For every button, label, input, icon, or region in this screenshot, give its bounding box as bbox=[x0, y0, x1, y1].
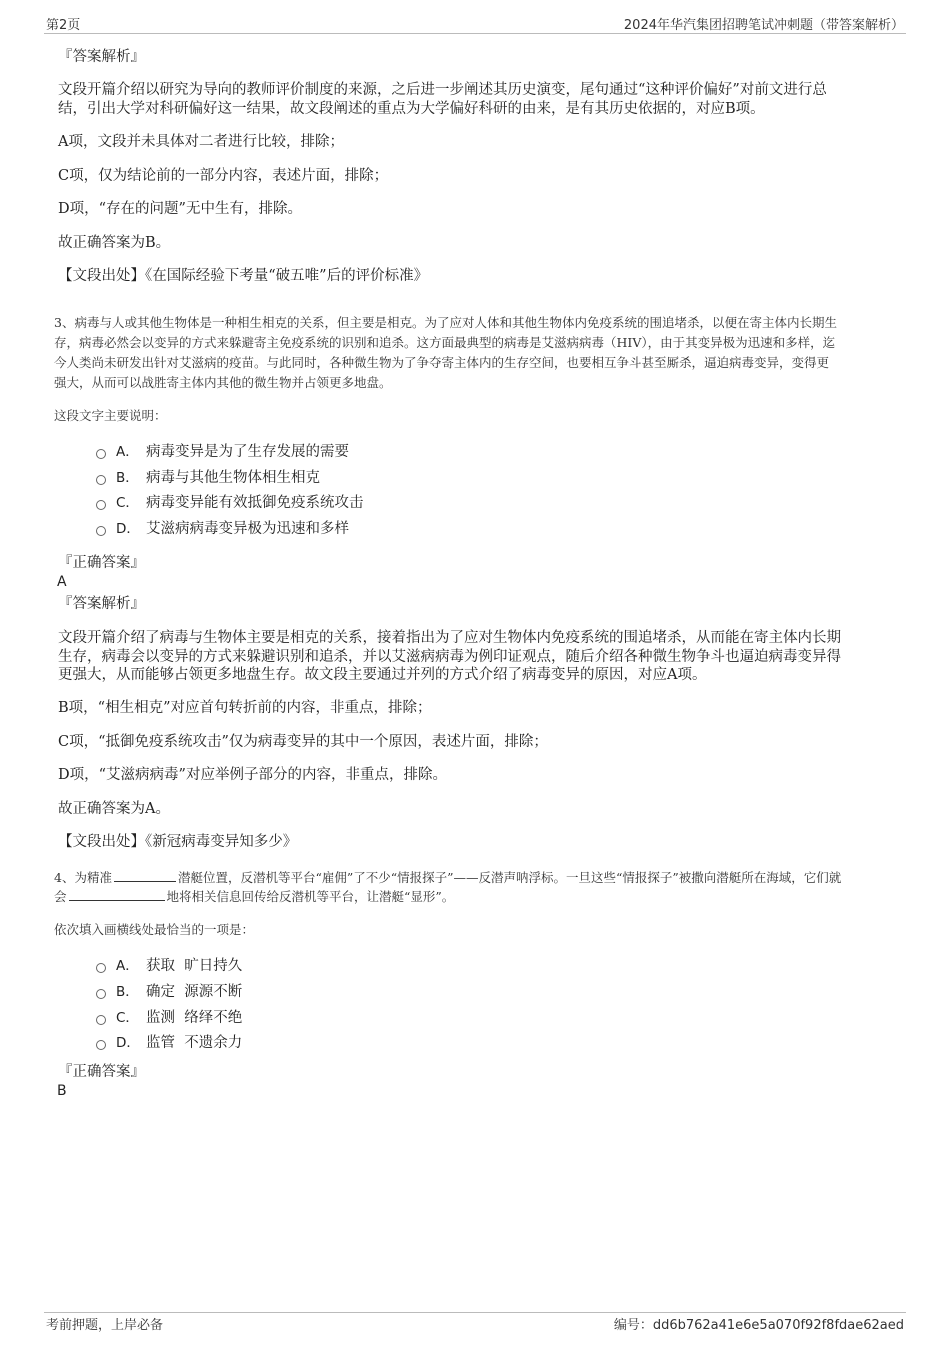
q3-option-c[interactable] bbox=[96, 493, 364, 513]
option-text: 监管 不遗余力 bbox=[146, 1035, 243, 1051]
q2-analysis-label: 『答案解析』 bbox=[58, 49, 145, 65]
q3-option-b[interactable] bbox=[96, 468, 320, 488]
q2-option-c-note: C项，仅为结论前的一部分内容，表述片面，排除； bbox=[58, 168, 389, 184]
radio-icon[interactable] bbox=[96, 963, 106, 973]
option-letter: C． bbox=[116, 495, 139, 511]
q4-stem-line-2 bbox=[54, 887, 454, 907]
footer-slogan: 考前押题，上岸必备 bbox=[46, 1318, 164, 1333]
q4-option-b[interactable] bbox=[96, 982, 242, 1002]
q2-conclusion: 故正确答案为B。 bbox=[58, 235, 171, 251]
q4-stem-prefix: 4、为精准 bbox=[54, 870, 112, 885]
fill-blank-2 bbox=[69, 888, 165, 901]
header-divider bbox=[44, 33, 906, 34]
q4-option-c[interactable] bbox=[96, 1008, 242, 1028]
radio-icon[interactable] bbox=[96, 526, 106, 536]
q3-source: 【文段出处】《新冠病毒变异知多少》 bbox=[58, 834, 298, 850]
page-number: 第2页 bbox=[46, 18, 81, 33]
radio-icon[interactable] bbox=[96, 1040, 106, 1050]
q3-prompt: 这段文字主要说明： bbox=[54, 408, 167, 423]
q4-stem-rest-2: 地将相关信息回传给反潜机等平台，让潜艇“显形”。 bbox=[166, 889, 455, 904]
q4-prompt: 依次填入画横线处最恰当的一项是： bbox=[54, 922, 255, 937]
option-letter: B． bbox=[116, 470, 139, 486]
document-title: 2024年华汽集团招聘笔试冲刺题（带答案解析） bbox=[623, 18, 904, 33]
q2-option-a-note: A项，文段并未具体对二者进行比较，排除； bbox=[58, 134, 344, 150]
option-letter: C． bbox=[116, 1010, 139, 1026]
q3-conclusion: 故正确答案为A。 bbox=[58, 801, 170, 817]
footer-divider bbox=[44, 1312, 906, 1313]
q4-answer: B bbox=[57, 1083, 67, 1099]
option-text: 病毒变异能有效抵御免疫系统攻击 bbox=[146, 495, 364, 511]
q4-stem-rest-1: 潜艇位置，反潜机等平台“雇佣”了不少“情报探子”——反潜声呐浮标。一旦这些“情报探子”被撒向潜艇所在海域，它们就 bbox=[177, 870, 842, 885]
q2-analysis-line-1: 文段开篇介绍以研究为导向的教师评价制度的来源，之后进一步阐述其历史演变，尾句通过“这种评价偏好”对前文进行总 bbox=[58, 82, 827, 98]
radio-icon[interactable] bbox=[96, 475, 106, 485]
q4-option-a[interactable] bbox=[96, 956, 242, 976]
q4-answer-label: 『正确答案』 bbox=[58, 1064, 145, 1080]
radio-icon[interactable] bbox=[96, 989, 106, 999]
option-text: 病毒与其他生物体相生相克 bbox=[146, 470, 320, 486]
option-text: 确定 源源不断 bbox=[146, 984, 243, 1000]
radio-icon[interactable] bbox=[96, 1015, 106, 1025]
q3-analysis-line-2: 生存，病毒会以变异的方式来躲避识别和追杀，并以艾滋病病毒为例印证观点，随后介绍各种微生物争斗也逼迫病毒变异得 bbox=[58, 649, 841, 665]
fill-blank-1 bbox=[114, 869, 176, 882]
q4-stem-line-1 bbox=[54, 868, 841, 888]
option-text: 监测 络绎不绝 bbox=[146, 1010, 243, 1026]
q3-stem-line-1: 3、病毒与人或其他生物体是一种相生相克的关系，但主要是相克。为了应对人体和其他生物体内免疫系统的围追堵杀，以便在寄主体内长期生 bbox=[54, 315, 837, 330]
option-letter: D． bbox=[116, 1035, 140, 1051]
document-code: 编号：dd6b762a41e6e5a070f92f8fdae62aed bbox=[613, 1318, 904, 1333]
q3-option-d-note: D项，“艾滋病病毒”对应举例子部分的内容，非重点，排除。 bbox=[58, 767, 447, 783]
q2-option-d-note: D项，“存在的问题”无中生有，排除。 bbox=[58, 201, 302, 217]
q3-stem-line-4: 强大，从而可以战胜寄主体内其他的微生物并占领更多地盘。 bbox=[54, 375, 392, 390]
q3-answer: A bbox=[57, 574, 67, 590]
q3-answer-label: 『正确答案』 bbox=[58, 555, 145, 571]
option-letter: A． bbox=[116, 958, 139, 974]
q3-analysis-line-1: 文段开篇介绍了病毒与生物体主要是相克的关系，接着指出为了应对生物体内免疫系统的围追堵杀，从而能在寄主体内长期 bbox=[58, 630, 841, 646]
q3-analysis-label: 『答案解析』 bbox=[58, 596, 145, 612]
q3-option-d[interactable] bbox=[96, 519, 349, 539]
radio-icon[interactable] bbox=[96, 449, 106, 459]
q4-option-d[interactable] bbox=[96, 1033, 242, 1053]
q3-stem-line-3: 今人类尚未研发出针对艾滋病的疫苗。与此同时，各种微生物为了争夺寄主体内的生存空间，也要相互争斗甚至厮杀，逼迫病毒变异，变得更 bbox=[54, 355, 830, 370]
q2-source: 【文段出处】《在国际经验下考量“破五唯”后的评价标准》 bbox=[58, 268, 429, 284]
option-text: 艾滋病病毒变异极为迅速和多样 bbox=[146, 521, 349, 537]
option-letter: D． bbox=[116, 521, 140, 537]
option-letter: B． bbox=[116, 984, 139, 1000]
q2-analysis-line-2: 结，引出大学对科研偏好这一结果，故文段阐述的重点为大学偏好科研的由来，是有其历史依据的，对应B项。 bbox=[58, 101, 765, 117]
option-text: 病毒变异是为了生存发展的需要 bbox=[146, 444, 349, 460]
option-text: 获取 旷日持久 bbox=[146, 958, 243, 974]
q3-stem-line-2: 存，病毒必然会以变异的方式来躲避寄主免疫系统的识别和追杀。这方面最典型的病毒是艾滋病病毒（HIV），由于其变异极为迅速和多样，迄 bbox=[54, 335, 836, 350]
q4-stem-prefix-2: 会 bbox=[54, 889, 67, 904]
q3-option-b-note: B项，“相生相克”对应首句转折前的内容，非重点，排除； bbox=[58, 700, 432, 716]
q3-option-a[interactable] bbox=[96, 442, 349, 462]
radio-icon[interactable] bbox=[96, 500, 106, 510]
q3-analysis-line-3: 更强大，从而能够占领更多地盘生存。故文段主要通过并列的方式介绍了病毒变异的原因，对应A项。 bbox=[58, 667, 707, 683]
option-letter: A． bbox=[116, 444, 139, 460]
q3-option-c-note: C项，“抵御免疫系统攻击”仅为病毒变异的其中一个原因，表述片面，排除； bbox=[58, 734, 548, 750]
